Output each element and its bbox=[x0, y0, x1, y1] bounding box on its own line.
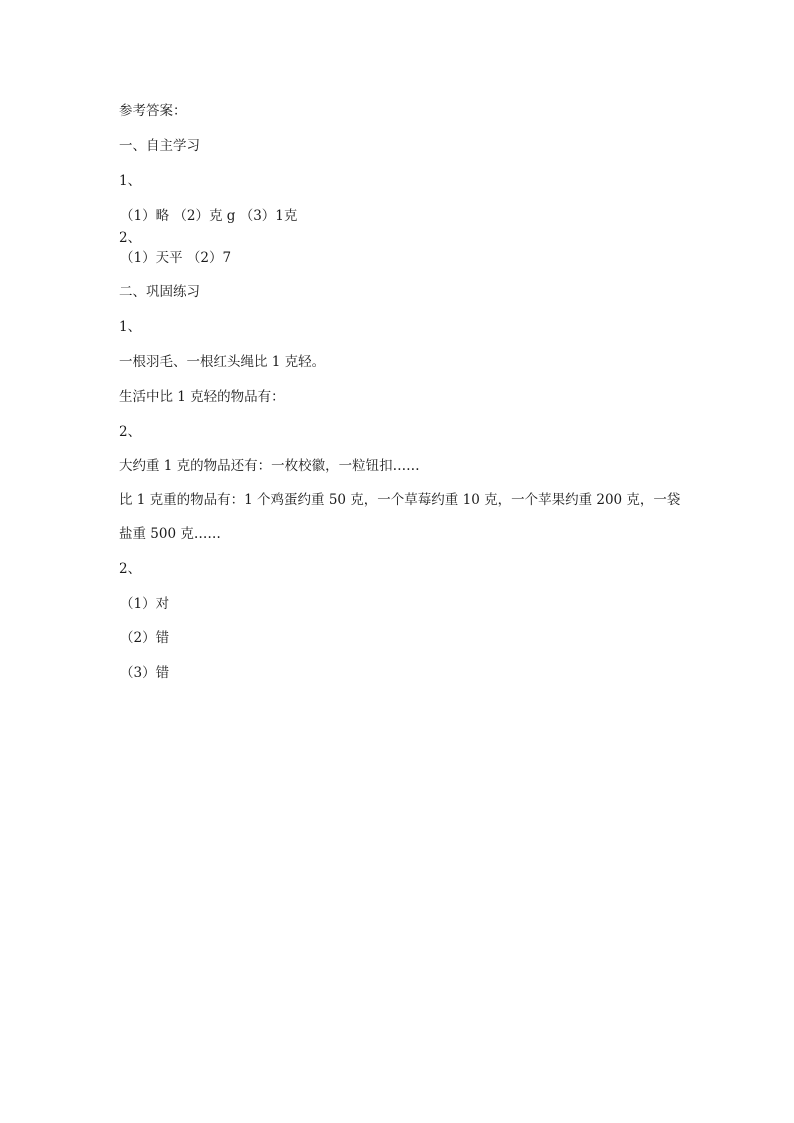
section-2-q2-line-3: 盐重 500 克…… bbox=[119, 526, 221, 542]
section-2-title: 二、巩固练习 bbox=[119, 284, 200, 300]
section-2-q3-item-2: （2）错 bbox=[120, 630, 170, 646]
section-1-q2-label: 2、 bbox=[119, 230, 142, 246]
section-2-q3-label: 2、 bbox=[119, 561, 142, 577]
section-2-q2-label: 2、 bbox=[119, 424, 142, 440]
section-2-q2-line-1: 大约重 1 克的物品还有：一枚校徽，一粒钮扣…… bbox=[119, 458, 420, 474]
section-2-q1-line-2: 生活中比 1 克轻的物品有： bbox=[119, 389, 285, 405]
section-2-q1-line-1: 一根羽毛、一根红头绳比 1 克轻。 bbox=[119, 354, 326, 370]
section-2-q2-line-2: 比 1 克重的物品有：1 个鸡蛋约重 50 克，一个草莓约重 10 克，一个苹果约重 200 克，一袋 bbox=[119, 492, 681, 508]
section-2-q3-item-3: （3）错 bbox=[120, 665, 170, 681]
section-1-q1-answer: （1）略 （2）克 g （3）1克 bbox=[120, 208, 298, 224]
section-1-q1-label: 1、 bbox=[119, 173, 142, 189]
section-1-title: 一、自主学习 bbox=[119, 138, 200, 154]
section-2-q1-label: 1、 bbox=[119, 319, 142, 335]
answer-heading: 参考答案： bbox=[119, 103, 187, 119]
section-2-q3-item-1: （1）对 bbox=[120, 596, 170, 612]
section-1-q2-answer: （1）天平 （2）7 bbox=[120, 250, 232, 266]
